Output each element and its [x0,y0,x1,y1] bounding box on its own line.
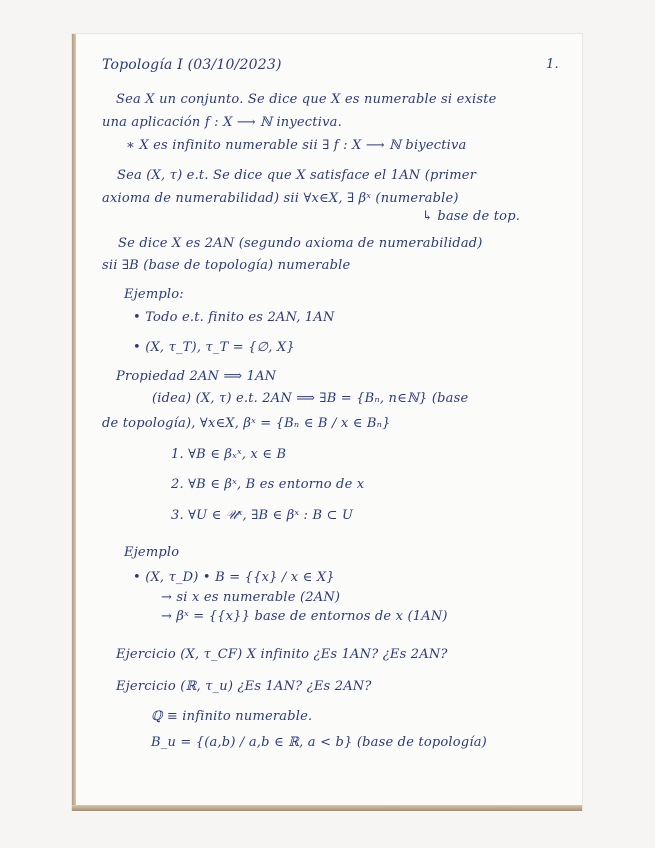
note-line-8: sii ∃B (base de topología) numerable [102,258,351,273]
note-line-6: ↳ base de top. [422,209,521,224]
note-line-21: → βˣ = {{x}} base de entornos de x (1AN) [161,609,448,624]
note-line-10: • Todo e.t. finito es 2AN, 1AN [133,310,335,325]
note-line-13: (idea) (X, τ) e.t. 2AN ⟹ ∃B = {Bₙ, n∈ℕ} (base [152,391,469,406]
note-line-24: ℚ ≡ infinito numerable. [151,709,313,724]
note-line-14: de topología), ∀x∈X, βˣ = {Bₙ ∈ B / x ∈ Bₙ} [102,416,391,431]
note-line-5: axioma de numerabilidad) sii ∀x∈X, ∃ βˣ (numerable) [102,191,459,206]
note-line-16: 2. ∀B ∈ βˣ, B es entorno de x [171,477,365,492]
note-line-19: • (X, τ_D) • B = {{x} / x ∈ X} [133,570,335,585]
note-line-12: Propiedad 2AN ⟹ 1AN [116,369,277,384]
note-line-15: 1. ∀B ∈ βₓˣ, x ∈ B [171,447,287,462]
note-line-4: Sea (X, τ) e.t. Se dice que X satisface el 1AN (primer [117,168,477,183]
page-left-edge [72,34,76,810]
note-line-3: ∗ X es infinito numerable sii ∃ f : X ⟶ ℕ biyectiva [126,138,467,153]
page-title: Topología I (03/10/2023) [102,57,282,73]
note-line-22: Ejercicio (X, τ_CF) X infinito ¿Es 1AN? ¿Es 2AN? [116,647,448,662]
note-line-1: Sea X un conjunto. Se dice que X es numerable si existe [116,92,497,107]
note-line-7: Se dice X es 2AN (segundo axioma de numerabilidad) [118,236,483,251]
note-line-23: Ejercicio (ℝ, τ_u) ¿Es 1AN? ¿Es 2AN? [116,679,372,694]
note-line-9: Ejemplo: [124,287,184,302]
note-line-18: Ejemplo [124,545,180,560]
note-line-20: → si x es numerable (2AN) [161,590,341,605]
note-line-25: B_u = {(a,b) / a,b ∈ ℝ, a < b} (base de topología) [151,735,487,750]
note-line-11: • (X, τ_T), τ_T = {∅, X} [133,340,295,355]
page-number: 1. [546,57,559,72]
note-line-2: una aplicación f : X ⟶ ℕ inyectiva. [102,115,342,130]
page-bottom-edge [72,805,582,811]
note-line-17: 3. ∀U ∈ 𝒰ˣ, ∃B ∈ βˣ : B ⊂ U [171,508,354,523]
